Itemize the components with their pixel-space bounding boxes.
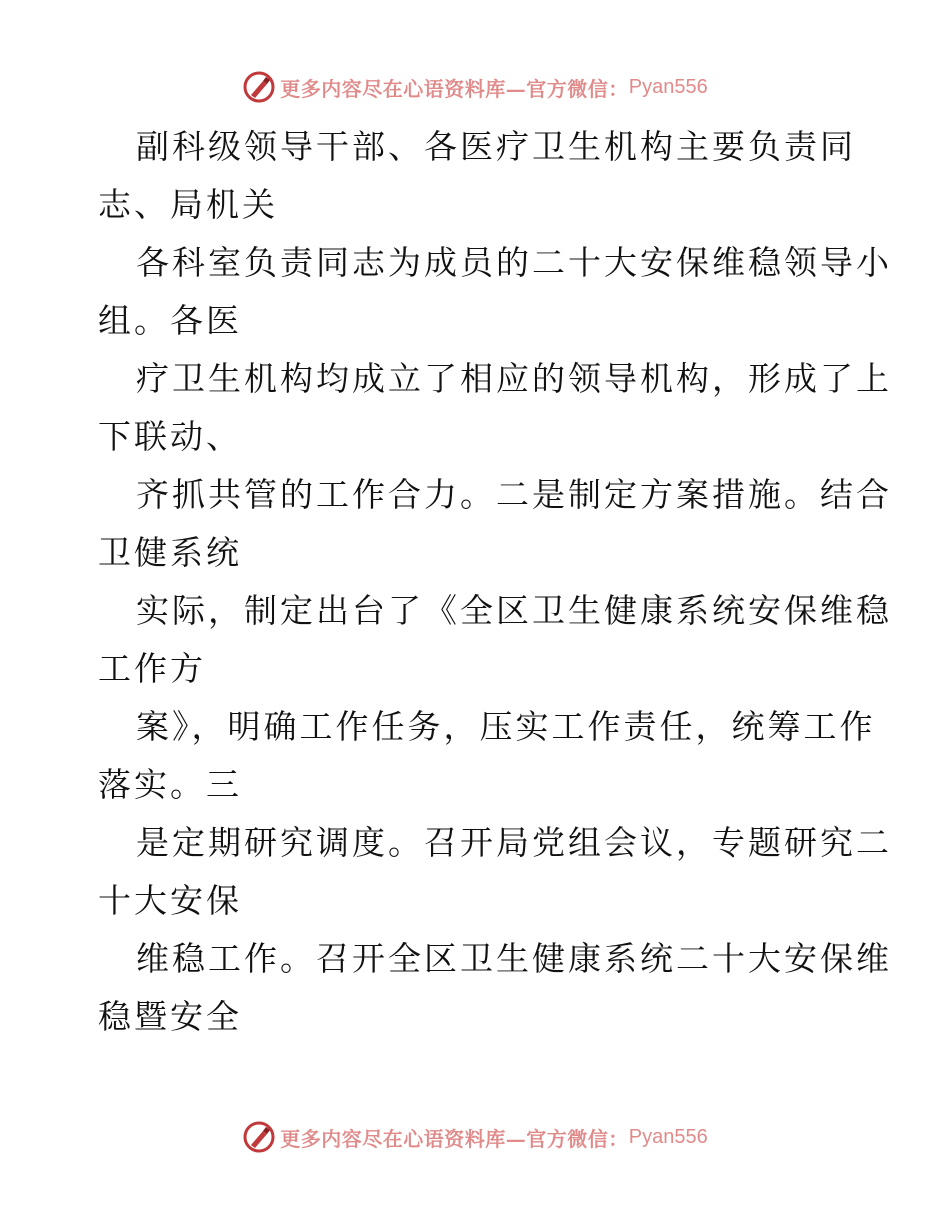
header-wechat-id: Pyan556 xyxy=(628,75,708,98)
pen-seal-icon xyxy=(242,70,276,104)
text-line: 实际，制定出台了《全区卫生健康系统安保维稳 xyxy=(136,591,892,630)
text-line: 工作方 xyxy=(98,649,206,688)
text-line: 各科室负责同志为成员的二十大安保维稳领导小 xyxy=(136,243,892,282)
footer-banner-text: 更多内容尽在心语资料库—官方微信： xyxy=(280,1126,629,1151)
text-line: 落实。三 xyxy=(98,765,242,804)
text-line: 是定期研究调度。召开局党组会议，专题研究二 xyxy=(136,823,892,862)
header-banner-text: 更多内容尽在心语资料库—官方微信： xyxy=(280,76,629,101)
text-line: 卫健系统 xyxy=(98,533,242,572)
text-line: 副科级领导干部、各医疗卫生机构主要负责同 xyxy=(136,127,856,166)
text-line: 志、局机关 xyxy=(98,185,278,224)
footer-wechat-id: Pyan556 xyxy=(628,1125,708,1148)
text-line: 十大安保 xyxy=(98,881,242,920)
document-body xyxy=(98,118,892,1046)
text-line: 下联动、 xyxy=(98,417,242,456)
text-line: 案》，明确工作任务，压实工作责任，统筹工作 xyxy=(136,707,876,746)
pen-seal-icon xyxy=(242,1120,276,1154)
text-line: 维稳工作。召开全区卫生健康系统二十大安保维 xyxy=(136,939,892,978)
page-footer xyxy=(0,1120,950,1154)
text-line: 齐抓共管的工作合力。二是制定方案措施。结合 xyxy=(136,475,892,514)
text-line: 稳暨安全 xyxy=(98,997,242,1036)
text-line: 疗卫生机构均成立了相应的领导机构，形成了上 xyxy=(136,359,892,398)
page-header xyxy=(0,70,950,104)
text-line: 组。各医 xyxy=(98,301,242,340)
